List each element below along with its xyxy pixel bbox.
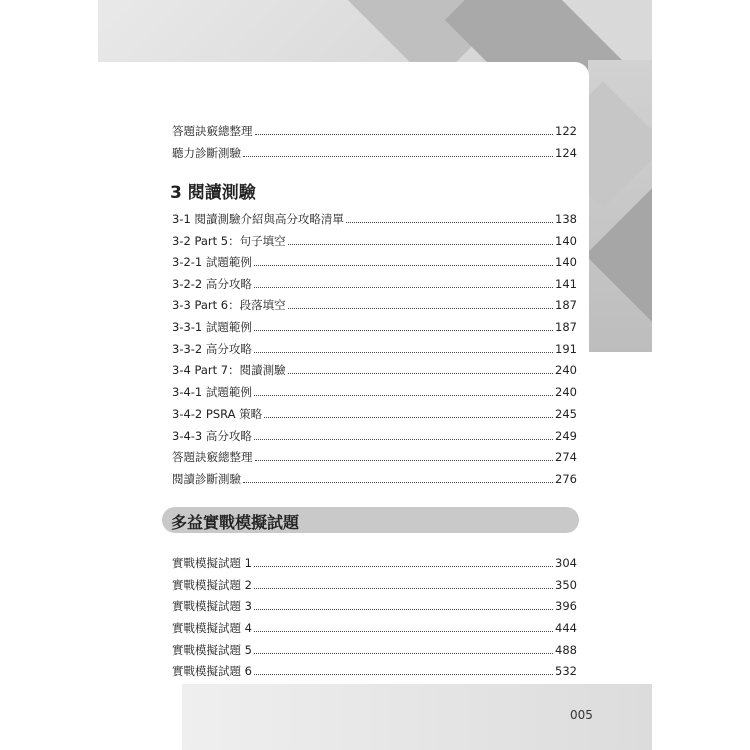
toc-page: 141: [555, 277, 577, 291]
toc-row: [172, 336, 577, 356]
toc-label: 實戰模擬試題 4: [172, 621, 252, 635]
toc-page: 444: [555, 621, 577, 635]
section-header-bar: [162, 507, 579, 533]
toc-leader: [243, 155, 553, 157]
toc-leader: [254, 264, 553, 266]
toc-page: 124: [555, 146, 577, 160]
toc-label: 3-3-1 試題範例: [172, 320, 252, 334]
toc-row: [172, 658, 577, 678]
toc-row: [172, 550, 577, 570]
background-decoration-top: [98, 0, 652, 70]
toc-leader: [288, 307, 553, 309]
toc-row: [172, 249, 577, 269]
toc-label: 3-1 閱讀測驗介紹與高分攻略清單: [172, 212, 344, 226]
page-number: 005: [570, 708, 593, 722]
toc-page: 240: [555, 363, 577, 377]
toc-page: 140: [555, 255, 577, 269]
toc-row: [172, 292, 577, 312]
toc-label: 3-4 Part 7：閱讀測驗: [172, 363, 286, 377]
toc-row: [172, 593, 577, 613]
toc-row: [172, 140, 577, 160]
section-title: 多益實戰模擬試題: [171, 513, 300, 532]
diamond-shape: [588, 81, 652, 208]
toc-page: 274: [555, 450, 577, 464]
toc-page: 396: [555, 599, 577, 613]
toc-leader: [254, 630, 553, 632]
toc-leader: [346, 221, 553, 223]
toc-leader: [254, 438, 553, 440]
toc-row: [172, 466, 577, 486]
toc-leader: [243, 481, 553, 483]
toc-page: 140: [555, 234, 577, 248]
toc-row: [172, 206, 577, 226]
toc-leader: [264, 416, 553, 418]
toc-label: 3-4-1 試題範例: [172, 385, 252, 399]
toc-page: 187: [555, 298, 577, 312]
toc-row: [172, 379, 577, 399]
toc-label: 3-3 Part 6：段落填空: [172, 298, 286, 312]
toc-row: [172, 228, 577, 248]
toc-row: [172, 314, 577, 334]
toc-leader: [288, 243, 553, 245]
background-decoration-right: [588, 60, 652, 352]
toc-label: 3-4-2 PSRA 策略: [172, 407, 263, 421]
toc-label: 3-2-2 高分攻略: [172, 277, 252, 291]
toc-label: 3-3-2 高分攻略: [172, 342, 252, 356]
toc-leader: [254, 587, 553, 589]
toc-label: 3-2 Part 5：句子填空: [172, 234, 286, 248]
toc-label: 聽力診斷測驗: [172, 146, 241, 160]
toc-row: [172, 615, 577, 635]
toc-label: 3-4-3 高分攻略: [172, 429, 252, 443]
toc-page: 240: [555, 385, 577, 399]
toc-page: 350: [555, 578, 577, 592]
toc-label: 答題訣竅總整理: [172, 124, 253, 138]
toc-label: 實戰模擬試題 2: [172, 578, 252, 592]
toc-label: 實戰模擬試題 1: [172, 556, 252, 570]
toc-page: 187: [555, 320, 577, 334]
toc-leader: [255, 459, 554, 461]
toc-page: 304: [555, 556, 577, 570]
toc-label: 實戰模擬試題 6: [172, 664, 252, 678]
toc-label: 實戰模擬試題 5: [172, 643, 252, 657]
toc-page: 276: [555, 472, 577, 486]
toc-leader: [254, 608, 553, 610]
toc-label: 實戰模擬試題 3: [172, 599, 252, 613]
toc-row: [172, 572, 577, 592]
toc-leader: [254, 351, 553, 353]
toc-row: [172, 401, 577, 421]
chapter-title: 3 閱讀測驗: [170, 183, 256, 203]
toc-row: [172, 357, 577, 377]
toc-leader: [254, 673, 553, 675]
toc-leader: [254, 394, 553, 396]
toc-label: 閱讀診斷測驗: [172, 472, 241, 486]
toc-leader: [288, 372, 553, 374]
toc-label: 答題訣竅總整理: [172, 450, 253, 464]
toc-row: [172, 118, 577, 138]
toc-label: 3-2-1 試題範例: [172, 255, 252, 269]
toc-row: [172, 637, 577, 657]
toc-page: 138: [555, 212, 577, 226]
toc-leader: [254, 329, 553, 331]
toc-leader: [254, 286, 553, 288]
toc-page: 488: [555, 643, 577, 657]
toc-page: 245: [555, 407, 577, 421]
toc-row: [172, 423, 577, 443]
toc-leader: [254, 652, 553, 654]
toc-page: 191: [555, 342, 577, 356]
toc-row: [172, 444, 577, 464]
toc-leader: [255, 133, 554, 135]
toc-page: 122: [555, 124, 577, 138]
toc-page: 249: [555, 429, 577, 443]
toc-leader: [254, 565, 553, 567]
toc-page: 532: [555, 664, 577, 678]
toc-row: [172, 271, 577, 291]
